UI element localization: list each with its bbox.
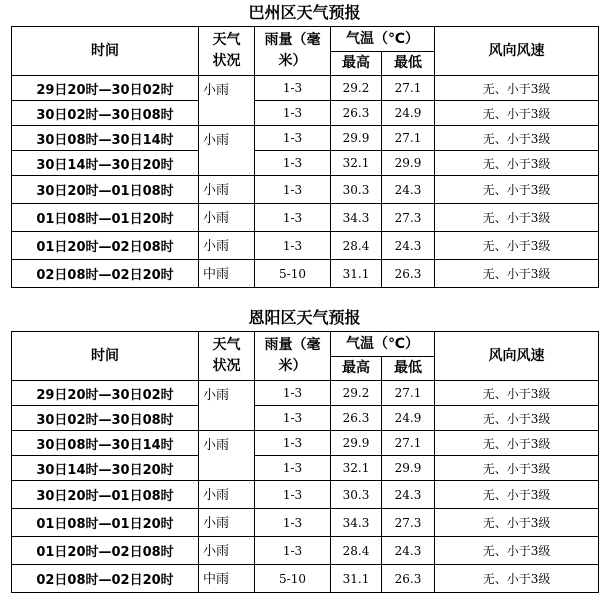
- time-cell: 30日02时—30日08时: [12, 406, 199, 431]
- header-temperature: 气温（℃）: [331, 332, 435, 357]
- time-cell: 30日20时—01日08时: [12, 481, 199, 509]
- time-cell: 01日20时—02日08时: [12, 232, 199, 260]
- rain-cell: 1-3: [255, 431, 331, 456]
- condition-cell: 小雨: [199, 176, 255, 204]
- high-cell: 26.3: [331, 101, 382, 126]
- rain-cell: 1-3: [255, 151, 331, 176]
- condition-cell: 小雨: [199, 509, 255, 537]
- wind-cell: 无、小于3级: [435, 76, 599, 101]
- high-cell: 26.3: [331, 406, 382, 431]
- rain-cell: 1-3: [255, 509, 331, 537]
- header-low: 最低: [382, 357, 435, 381]
- header-time: 时间: [12, 27, 199, 76]
- wind-cell: 无、小于3级: [435, 565, 599, 593]
- low-cell: 27.1: [382, 431, 435, 456]
- low-cell: 27.1: [382, 76, 435, 101]
- high-cell: 34.3: [331, 204, 382, 232]
- time-cell: 30日14时—30日20时: [12, 151, 199, 176]
- header-wind: 风向风速: [435, 27, 599, 76]
- low-cell: 27.3: [382, 204, 435, 232]
- table-row: [12, 151, 599, 176]
- time-cell: 30日02时—30日08时: [12, 101, 199, 126]
- low-cell: 29.9: [382, 456, 435, 481]
- wind-cell: 无、小于3级: [435, 509, 599, 537]
- condition-cell: 小雨: [199, 537, 255, 565]
- wind-cell: 无、小于3级: [435, 126, 599, 151]
- time-cell: 01日20时—02日08时: [12, 537, 199, 565]
- table-row: [12, 381, 599, 406]
- header-condition-line2: 状况: [212, 358, 241, 374]
- header-rain-line2: 米）: [278, 53, 307, 69]
- wind-cell: 无、小于3级: [435, 431, 599, 456]
- rain-cell: 1-3: [255, 406, 331, 431]
- condition-cell: 小雨: [199, 204, 255, 232]
- header-time: 时间: [12, 332, 199, 381]
- rain-cell: 1-3: [255, 537, 331, 565]
- low-cell: 26.3: [382, 565, 435, 593]
- table-title: 恩阳区天气预报: [248, 308, 361, 327]
- high-cell: 29.9: [331, 126, 382, 151]
- table-row: [12, 126, 599, 151]
- wind-cell: 无、小于3级: [435, 151, 599, 176]
- rain-cell: 1-3: [255, 481, 331, 509]
- wind-cell: 无、小于3级: [435, 481, 599, 509]
- header-wind: 风向风速: [435, 332, 599, 381]
- low-cell: 27.1: [382, 381, 435, 406]
- time-cell: 29日20时—30日02时: [12, 381, 199, 406]
- rain-cell: 1-3: [255, 76, 331, 101]
- rain-cell: 1-3: [255, 126, 331, 151]
- table-row: [12, 509, 599, 537]
- header-temperature: 气温（℃）: [331, 27, 435, 52]
- time-cell: 01日08时—01日20时: [12, 509, 199, 537]
- high-cell: 30.3: [331, 481, 382, 509]
- high-cell: 29.2: [331, 76, 382, 101]
- header-rain: [255, 27, 331, 76]
- header-rain-line1: 雨量（毫: [264, 337, 321, 353]
- time-cell: 02日08时—02日20时: [12, 260, 199, 288]
- forecast-block-enyang: [11, 305, 598, 593]
- time-cell: 02日08时—02日20时: [12, 565, 199, 593]
- low-cell: 24.3: [382, 537, 435, 565]
- wind-cell: 无、小于3级: [435, 204, 599, 232]
- table-row: [12, 537, 599, 565]
- low-cell: 27.1: [382, 126, 435, 151]
- rain-cell: 5-10: [255, 565, 331, 593]
- time-cell: 30日08时—30日14时: [12, 126, 199, 151]
- header-condition-line1: 天气: [212, 32, 241, 48]
- header-rain-line2: 米）: [278, 358, 307, 374]
- table-row: [12, 406, 599, 431]
- condition-cell: 小雨: [199, 232, 255, 260]
- table-row: [12, 204, 599, 232]
- header-rain-line1: 雨量（毫: [264, 32, 321, 48]
- table-row: [12, 565, 599, 593]
- header-rain: [255, 332, 331, 381]
- high-cell: 31.1: [331, 565, 382, 593]
- rain-cell: 1-3: [255, 232, 331, 260]
- forecast-block-bazhou: [11, 0, 598, 288]
- table-row: [12, 101, 599, 126]
- wind-cell: 无、小于3级: [435, 232, 599, 260]
- table-row: [12, 232, 599, 260]
- low-cell: 27.3: [382, 509, 435, 537]
- header-condition: [199, 27, 255, 76]
- condition-cell: 小雨: [199, 381, 255, 431]
- high-cell: 28.4: [331, 232, 382, 260]
- condition-cell: 中雨: [199, 565, 255, 593]
- table-row: [12, 176, 599, 204]
- low-cell: 24.3: [382, 176, 435, 204]
- time-cell: 01日08时—01日20时: [12, 204, 199, 232]
- wind-cell: 无、小于3级: [435, 456, 599, 481]
- high-cell: 30.3: [331, 176, 382, 204]
- wind-cell: 无、小于3级: [435, 260, 599, 288]
- condition-cell: 小雨: [199, 76, 255, 126]
- header-high: 最高: [331, 357, 382, 381]
- rain-cell: 1-3: [255, 176, 331, 204]
- high-cell: 34.3: [331, 509, 382, 537]
- high-cell: 31.1: [331, 260, 382, 288]
- header-condition-line2: 状况: [212, 53, 241, 69]
- rain-cell: 1-3: [255, 381, 331, 406]
- low-cell: 29.9: [382, 151, 435, 176]
- wind-cell: 无、小于3级: [435, 101, 599, 126]
- time-cell: 29日20时—30日02时: [12, 76, 199, 101]
- table-row: [12, 76, 599, 101]
- wind-cell: 无、小于3级: [435, 381, 599, 406]
- forecast-table: [11, 331, 599, 593]
- rain-cell: 1-3: [255, 204, 331, 232]
- forecast-table: [11, 26, 599, 288]
- condition-cell: 小雨: [199, 481, 255, 509]
- low-cell: 26.3: [382, 260, 435, 288]
- time-cell: 30日20时—01日08时: [12, 176, 199, 204]
- wind-cell: 无、小于3级: [435, 176, 599, 204]
- high-cell: 32.1: [331, 456, 382, 481]
- table-row: [12, 260, 599, 288]
- table-row: [12, 431, 599, 456]
- condition-cell: 中雨: [199, 260, 255, 288]
- wind-cell: 无、小于3级: [435, 406, 599, 431]
- header-high: 最高: [331, 52, 382, 76]
- wind-cell: 无、小于3级: [435, 537, 599, 565]
- table-row: [12, 456, 599, 481]
- high-cell: 29.2: [331, 381, 382, 406]
- condition-cell: 小雨: [199, 126, 255, 176]
- low-cell: 24.3: [382, 232, 435, 260]
- time-cell: 30日08时—30日14时: [12, 431, 199, 456]
- time-cell: 30日14时—30日20时: [12, 456, 199, 481]
- low-cell: 24.9: [382, 406, 435, 431]
- high-cell: 29.9: [331, 431, 382, 456]
- high-cell: 28.4: [331, 537, 382, 565]
- high-cell: 32.1: [331, 151, 382, 176]
- low-cell: 24.9: [382, 101, 435, 126]
- table-title: 巴州区天气预报: [248, 3, 361, 22]
- rain-cell: 5-10: [255, 260, 331, 288]
- header-condition-line1: 天气: [212, 337, 241, 353]
- condition-cell: 小雨: [199, 431, 255, 481]
- header-condition: [199, 332, 255, 381]
- table-row: [12, 481, 599, 509]
- header-low: 最低: [382, 52, 435, 76]
- rain-cell: 1-3: [255, 456, 331, 481]
- low-cell: 24.3: [382, 481, 435, 509]
- rain-cell: 1-3: [255, 101, 331, 126]
